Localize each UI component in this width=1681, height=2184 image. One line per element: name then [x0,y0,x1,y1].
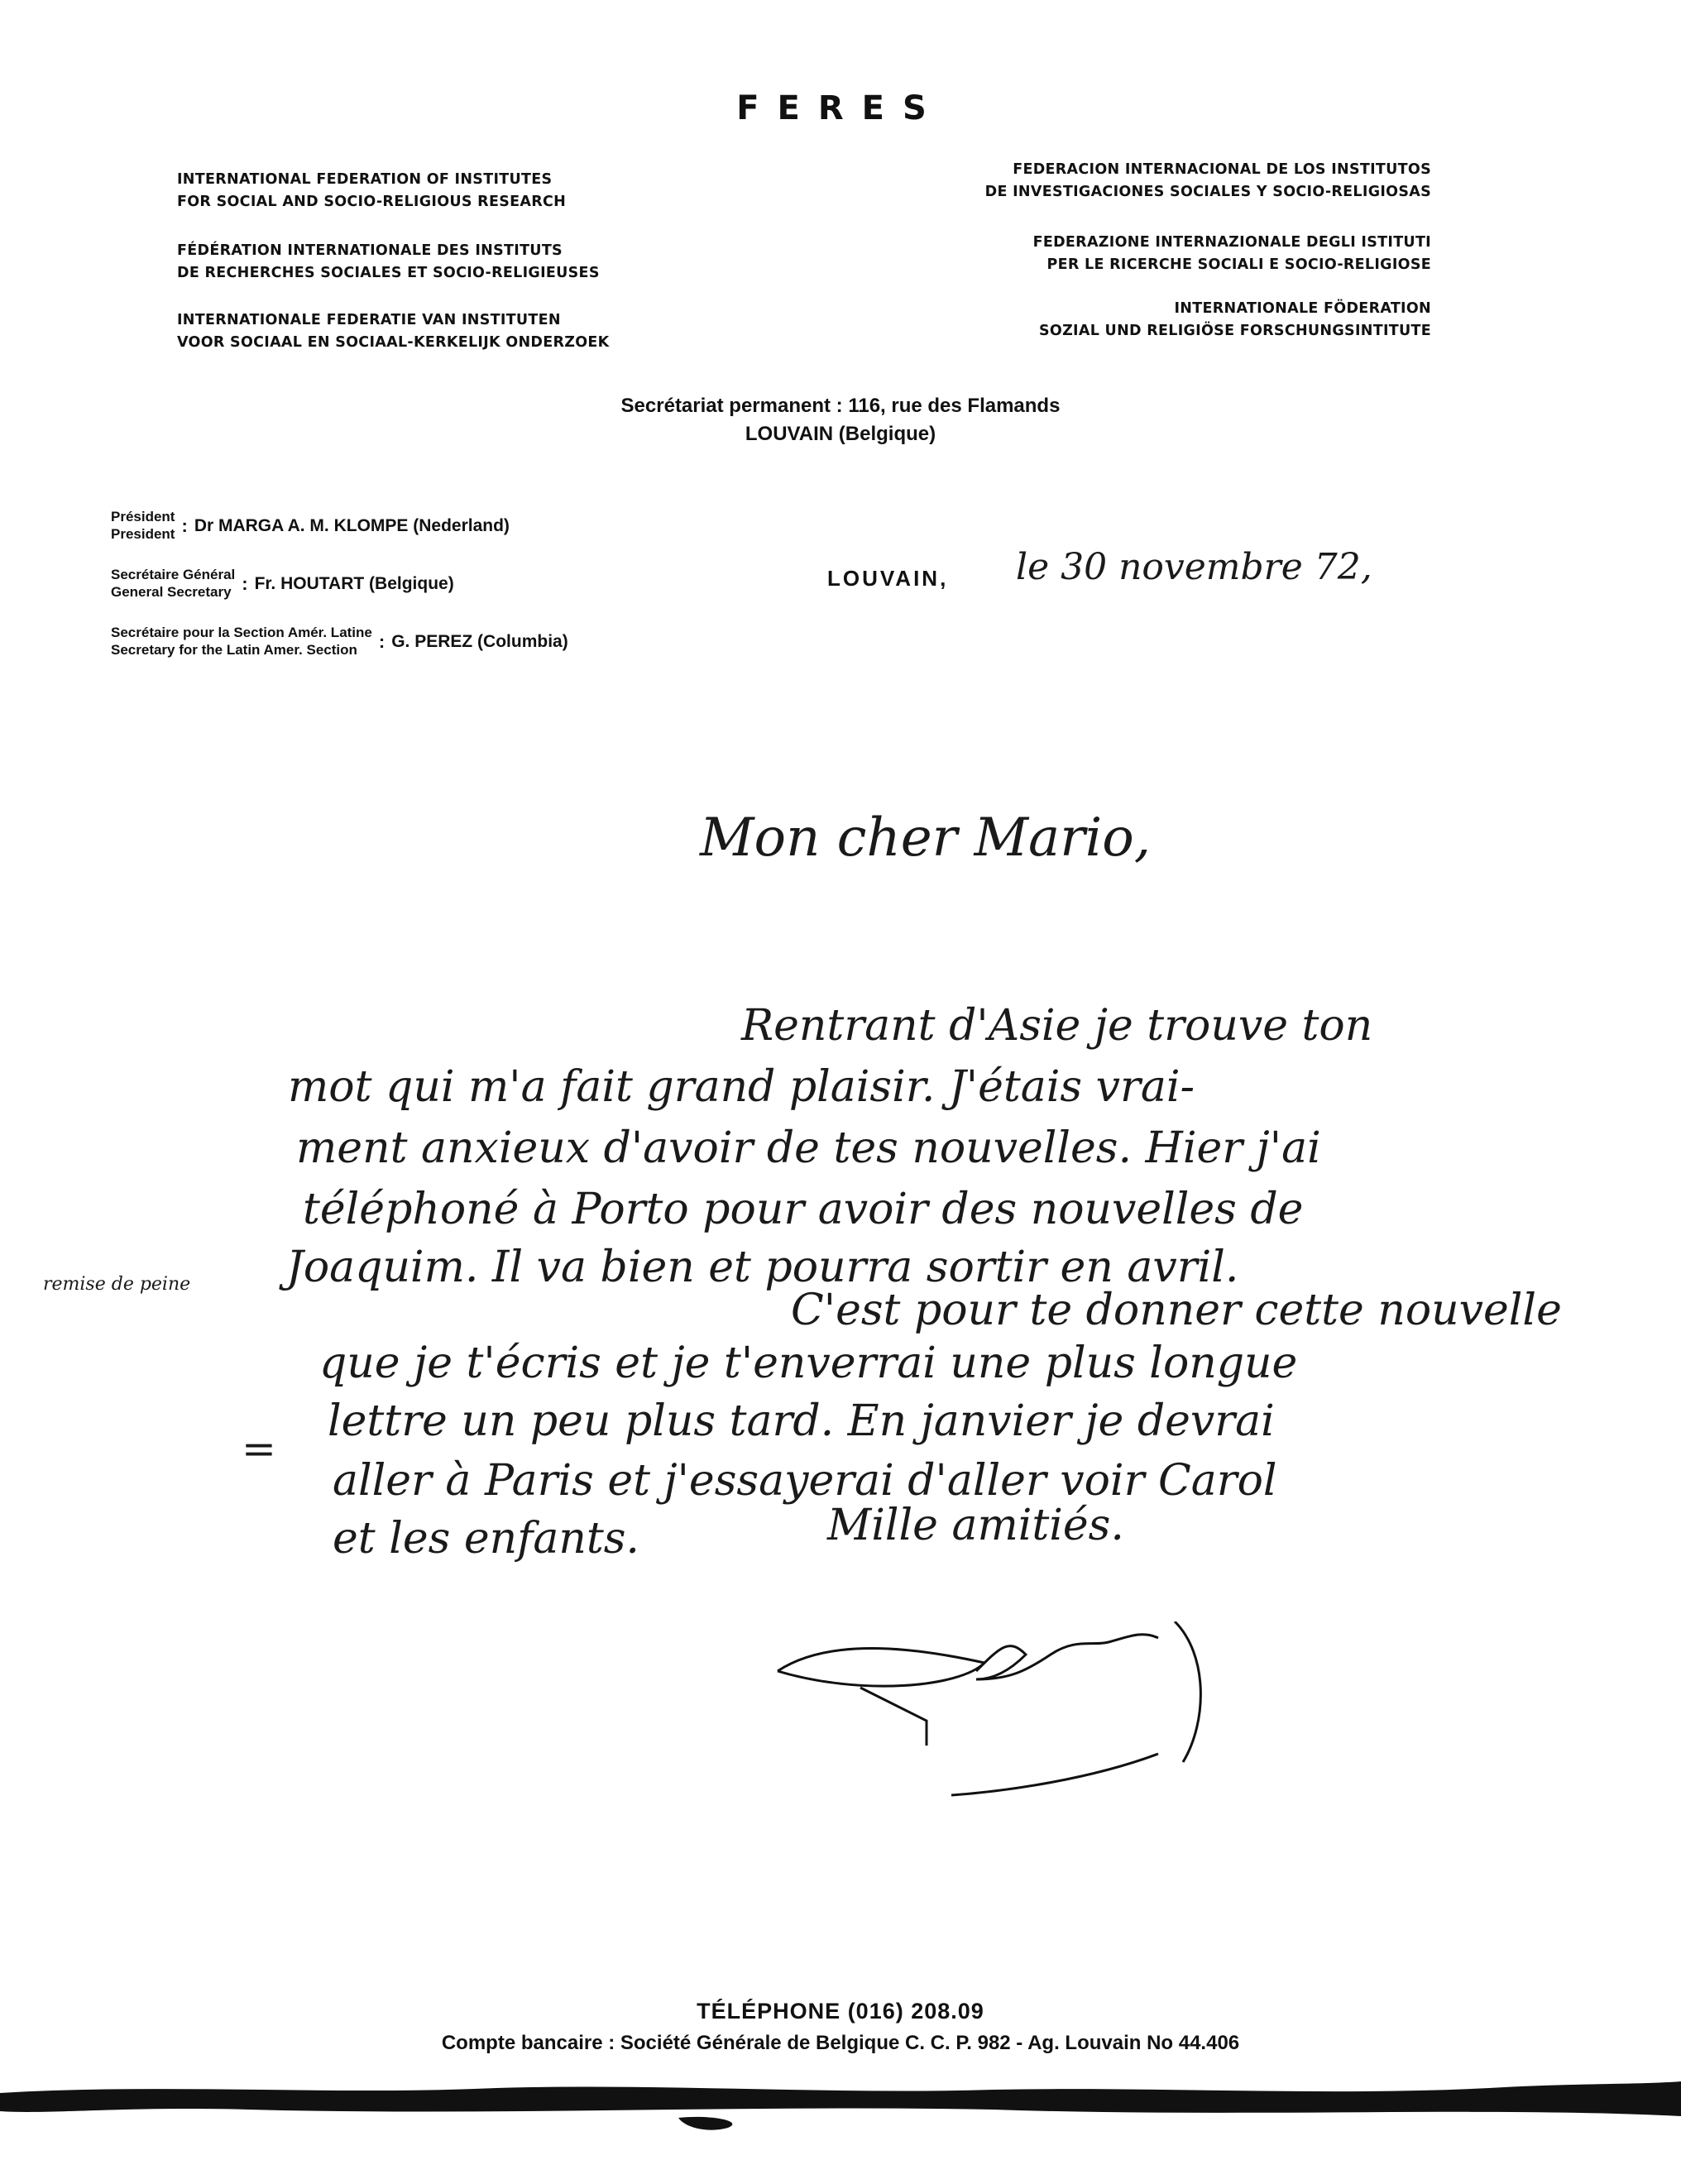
letter-line: que je t'écris et je t'enverrai une plus longue [319,1339,1298,1388]
letterhead-title: FERES [736,89,945,127]
officer-latin-america-secretary: Secrétaire pour la Section Amér. Latine Secretary for the Latin Amer. Section : G. PEREZ (Columbia) [111,625,568,658]
letter-line: ment anxieux d'avoir de tes nouvelles. Hier j'ai [296,1123,1321,1173]
letter-line: téléphoné à Porto pour avoir des nouvelles de [303,1185,1304,1234]
letter-line: mot qui m'a fait grand plaisir. J'étais vrai- [288,1062,1195,1112]
scan-edge-shadow [0,2067,1681,2158]
margin-mark: = [242,1425,276,1473]
federation-name-en: INTERNATIONAL FEDERATION OF INSTITUTES FOR SOCIAL AND SOCIO-RELIGIOUS RESEARCH [177,171,567,210]
federation-name-de: INTERNATIONALE FÖDERATION SOZIAL UND RELIGIÖSE FORSCHUNGSINTITUTE [1038,300,1431,339]
secretariat-address: Secrétariat permanent : 116, rue des Flamands LOUVAIN (Belgique) [620,395,1061,445]
salutation: Mon cher Mario, [700,807,1152,869]
footer-bank-account: Compte bancaire : Société Générale de Belgique C. C. P. 982 - Ag. Louvain No 44.406 [441,2032,1240,2054]
letter-line: C'est pour te donner cette nouvelle [791,1286,1562,1335]
letter-line: Rentrant d'Asie je trouve ton [741,1001,1373,1051]
letter-line: lettre un peu plus tard. En janvier je devrai [328,1396,1275,1446]
officer-president: Président President : Dr MARGA A. M. KLOMPE (Nederland) [111,509,510,542]
letter-line: et les enfants. [333,1514,639,1564]
margin-note: remise de peine [43,1274,191,1295]
federation-name-it: FEDERAZIONE INTERNAZIONALE DEGLI ISTITUTI PER LE RICERCHE SOCIALI E SOCIO-RELIGIOSE [1032,234,1431,273]
signature-scribble [761,1621,1224,1820]
scan-edge-graphic [0,2067,1681,2158]
dateline-date: le 30 novembre 72, [1016,546,1372,588]
federation-name-es: FEDERACION INTERNACIONAL DE LOS INSTITUTOS DE INVESTIGACIONES SOCIALES Y SOCIO-RELIGIOSAS [984,161,1431,200]
dateline-place: LOUVAIN, [827,566,949,591]
officer-general-secretary: Secrétaire Général General Secretary : Fr. HOUTART (Belgique) [111,567,454,600]
federation-name-nl: INTERNATIONALE FEDERATIE VAN INSTITUTEN VOOR SOCIAAL EN SOCIAAL-KERKELIJK ONDERZOEK [177,312,610,351]
letter-line: aller à Paris et j'essayerai d'aller voir Carol [333,1456,1277,1506]
letter-line: Joaquim. Il va bien et pourra sortir en avril. [286,1243,1239,1292]
signature [761,1621,1224,1820]
footer-telephone: TÉLÉPHONE (016) 208.09 [697,1999,984,2024]
federation-name-fr: FÉDÉRATION INTERNATIONALE DES INSTITUTS DE RECHERCHES SOCIALES ET SOCIO-RELIGIEUSES [177,242,600,281]
letter-closing: Mille amitiés. [827,1501,1124,1550]
